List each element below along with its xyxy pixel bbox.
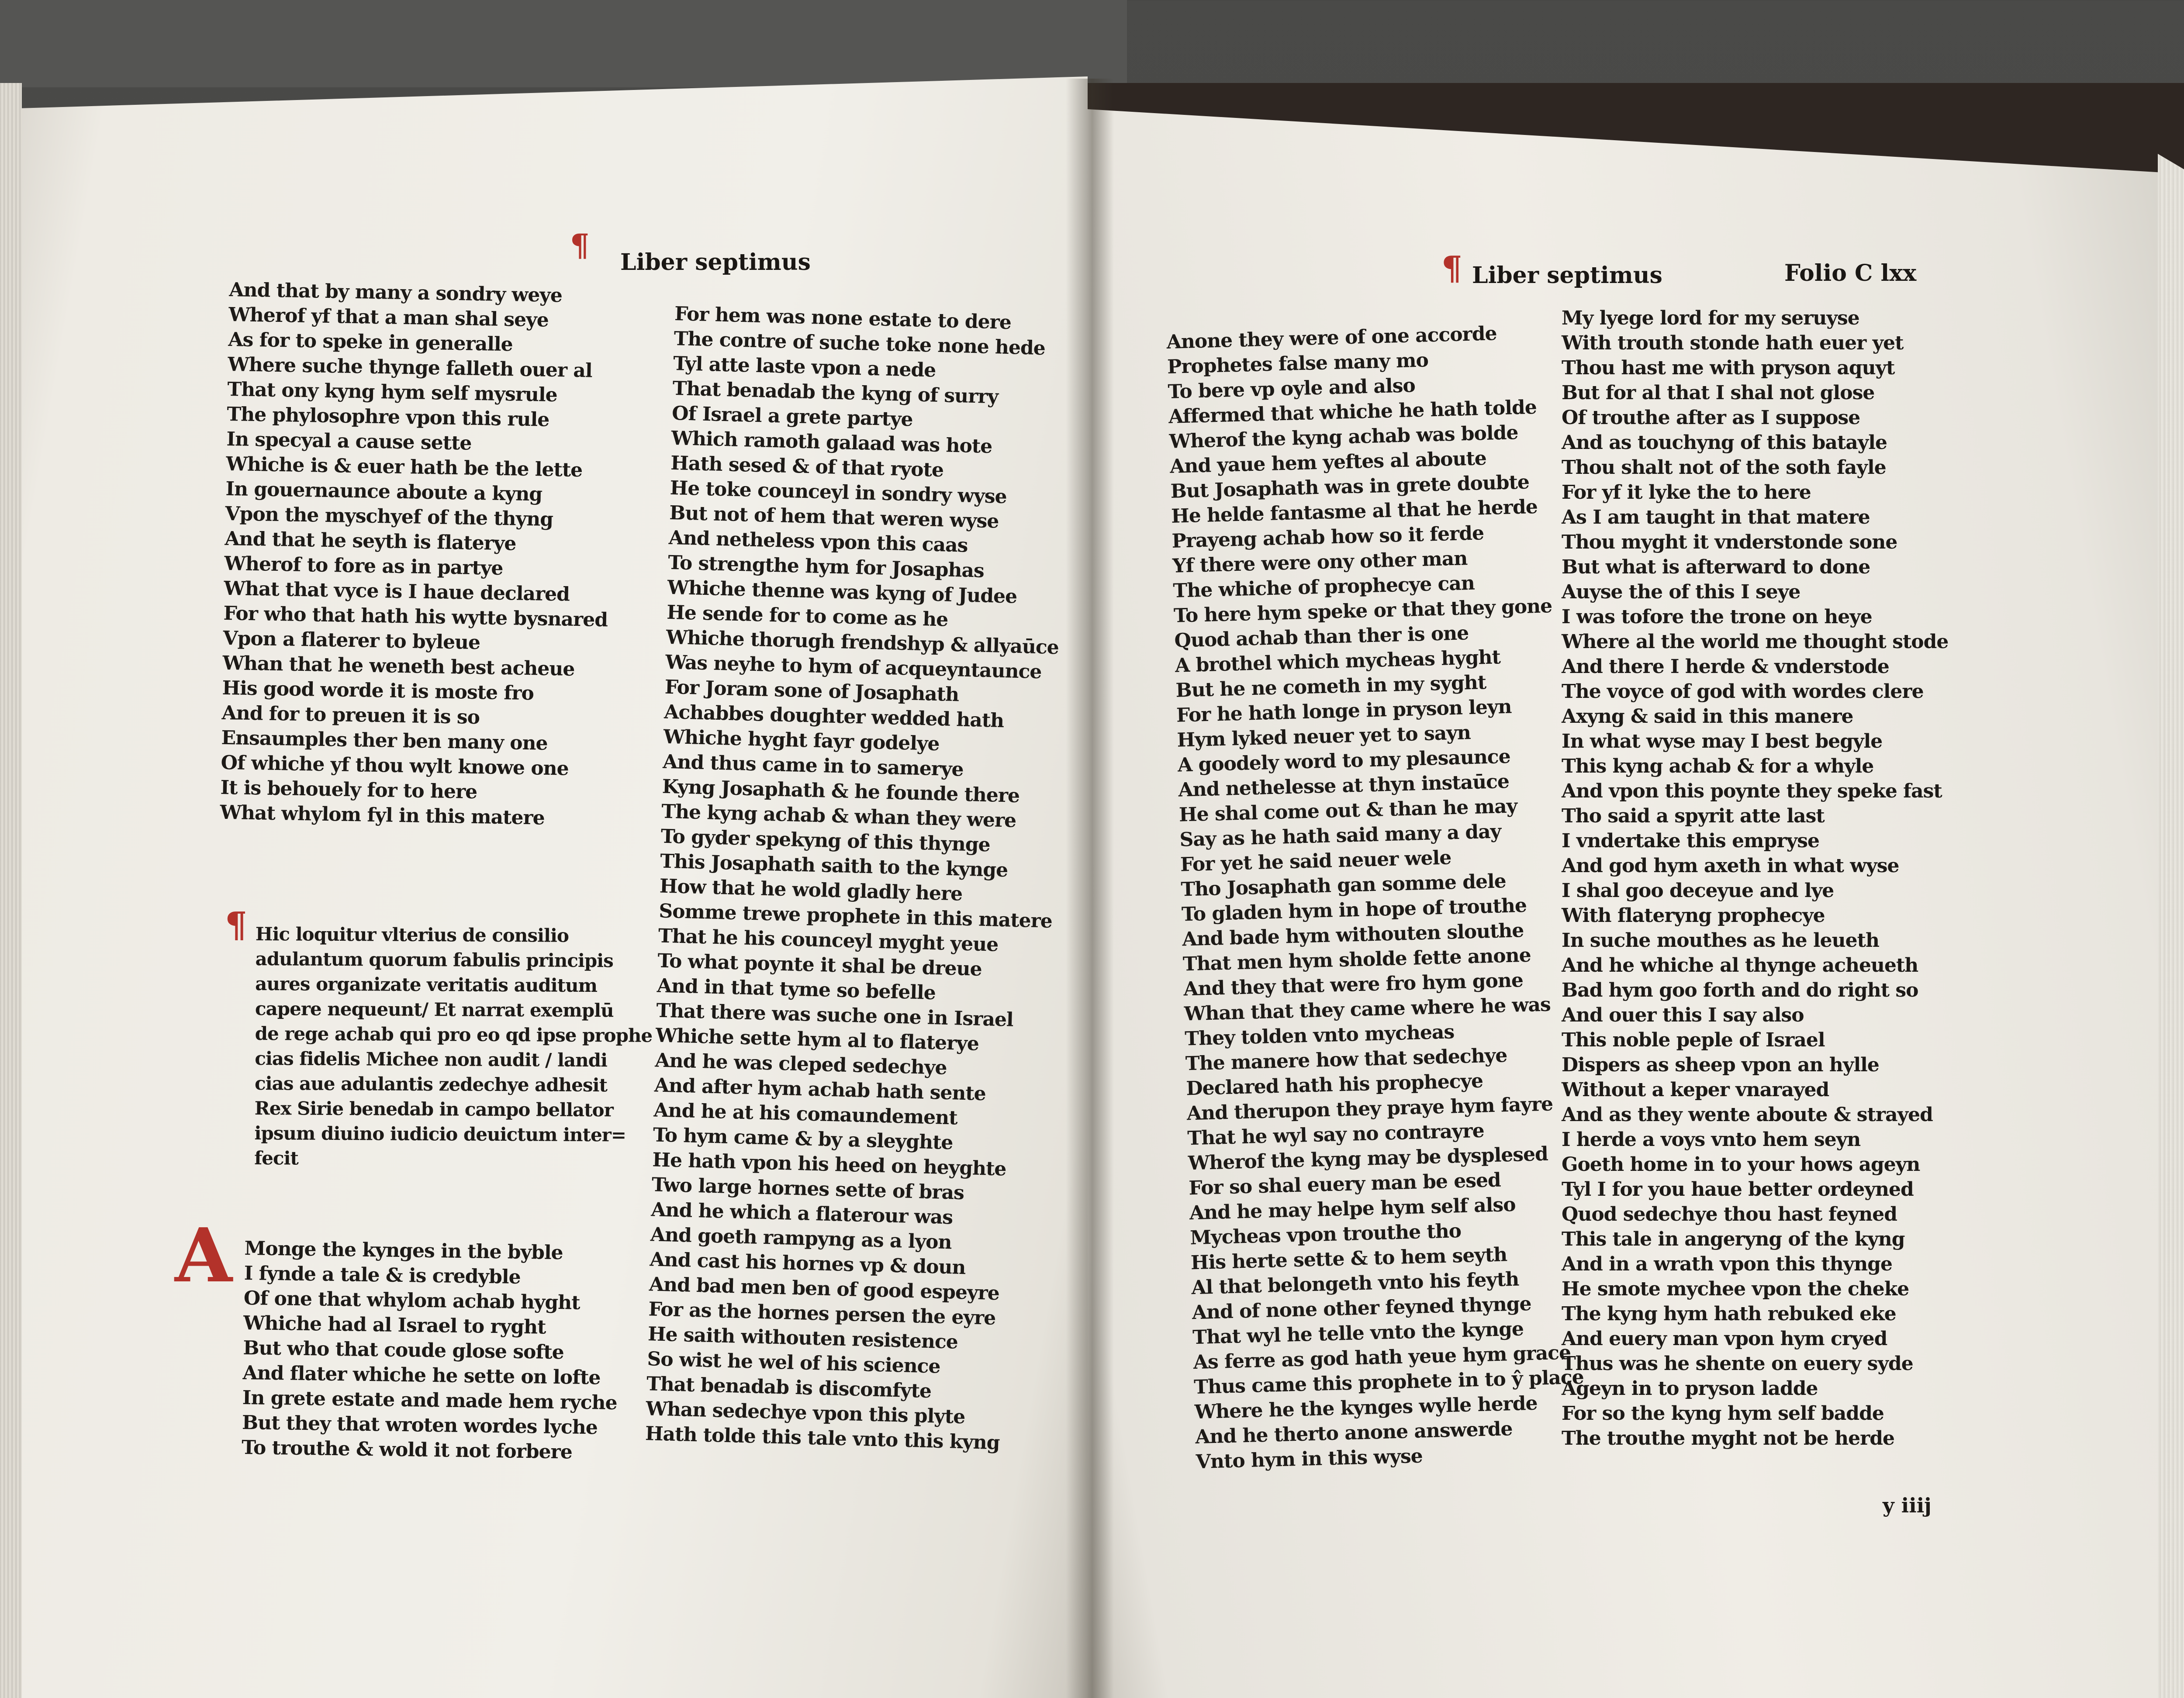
verse-line: My lyege lord for my seruyse (1562, 307, 1859, 329)
verse-line: As I am taught in that matere (1562, 506, 1870, 528)
verse-line: In suche mouthes as he leueth (1562, 929, 1879, 952)
right-running-header: Liber septimus (1472, 262, 1662, 289)
verse-line: This Josaphath saith to the kynge (660, 850, 1008, 882)
verse-line: That he wyl say no contrayre (1187, 1119, 1485, 1150)
left-page-column-2 (645, 301, 1068, 1456)
verse-line: To bere vp oyle and also (1168, 374, 1416, 403)
verse-line: Whiche sette hym al to flaterye (655, 1024, 979, 1055)
verse-line: Thus came this prophete in to ŷ place (1193, 1366, 1584, 1399)
verse-line: Hym lyked neuer yet to sayn (1176, 721, 1471, 752)
latin-pilcrow: ¶ (225, 904, 247, 945)
verse-line: Which ramoth galaad was hote (671, 427, 992, 458)
verse-line: Whiche thenne was kyng of Judee (667, 576, 1017, 608)
verse-line: Where suche thynge falleth ouer al (228, 353, 593, 382)
verse-line: And goeth rampyng as a lyon (650, 1223, 952, 1254)
verse-line: A brothel which mycheas hyght (1175, 646, 1501, 677)
verse-line: Wherof to fore as in partye (224, 552, 503, 580)
verse-line: And they that were fro hym gone (1183, 969, 1524, 1001)
verse-line: And he therto anone answerde (1195, 1418, 1513, 1449)
verse-line: The voyce of god with wordes clere (1562, 680, 1924, 703)
verse-line: Affermed that whiche he hath tolde (1168, 396, 1537, 428)
verse-line: And in a wrath vpon this thynge (1562, 1253, 1893, 1275)
verse-line: That benadab is discomfyte (646, 1373, 932, 1403)
verse-line: ipsum diuino iudicio deuictum inter= (254, 1122, 626, 1146)
verse-line: He sende for to come as he (666, 601, 948, 631)
verse-line: To hym came & by a sleyghte (653, 1124, 954, 1154)
verse-line: I herde a voys vnto hem seyn (1562, 1129, 1861, 1151)
verse-line: Whan that he weneth best acheue (222, 652, 575, 680)
verse-line: For as the hornes persen the eyre (648, 1298, 996, 1330)
verse-line: Wherof the kyng achab was bolde (1169, 421, 1518, 453)
verse-line: That benadab the kyng of surry (672, 377, 999, 408)
verse-line: Goeth home in to your hows ageyn (1562, 1153, 1920, 1176)
verse-line: As ferre as god hath yeue hym grace (1193, 1341, 1571, 1374)
verse-line: Without a keper vnarayed (1562, 1079, 1829, 1101)
verse-line: And he whiche al thynge acheueth (1562, 954, 1918, 977)
verse-line: Kyng Josaphath & he founde there (662, 775, 1020, 808)
verse-line: Achabbes doughter wedded hath (663, 701, 1004, 732)
verse-line: And bad men ben of good espeyre (649, 1273, 1000, 1305)
signature-mark: y iiij (1883, 1494, 1932, 1517)
verse-line: For he hath longe in pryson leyn (1176, 695, 1512, 727)
verse-line: And he at his comaundement (653, 1099, 958, 1129)
verse-line: I shal goo deceyue and lye (1562, 880, 1834, 902)
verse-line: He shal come out & than he may (1178, 795, 1517, 826)
verse-line: And therupon they praye hym fayre (1186, 1093, 1553, 1125)
verse-line: I was tofore the trone on heye (1562, 606, 1872, 628)
verse-line: And he may helpe hym self also (1189, 1193, 1516, 1225)
verse-line: aures organizate veritatis auditum (255, 973, 598, 997)
verse-line: His good worde it is moste fro (222, 676, 534, 705)
verse-line: In gouernaunce aboute a kyng (225, 477, 543, 506)
verse-line: Ageyn in to pryson ladde (1562, 1377, 1818, 1400)
verse-line: Al that belongeth vnto his feyth (1191, 1268, 1519, 1299)
left-running-header: Liber septimus (620, 249, 811, 276)
right-page-edges (2158, 122, 2184, 1698)
verse-line: With flateryng prophecye (1562, 904, 1825, 927)
verse-line: The kyng achab & whan they were (661, 800, 1016, 832)
verse-line: Ensaumples ther ben many one (221, 726, 548, 755)
verse-line: I fynde a tale & is credyble (244, 1262, 521, 1288)
verse-line: And as touchyng of this batayle (1562, 431, 1887, 454)
verse-line: For hem was none estate to dere (674, 302, 1012, 334)
verse-line: And in that tyme so befelle (657, 974, 936, 1004)
verse-line: Vpon the myschyef of the thyng (225, 502, 553, 531)
verse-line: That men hym sholde fette anone (1182, 944, 1531, 976)
verse-line: In what wyse may I best begyle (1562, 730, 1883, 752)
verse-line: I vndertake this empryse (1562, 830, 1819, 852)
verse-line: This noble peple of Israel (1562, 1029, 1825, 1051)
verse-line: Where he the kynges wylle herde (1194, 1392, 1538, 1424)
verse-line: But who that coude glose softe (243, 1336, 564, 1364)
verse-line: To here hym speke or that they gone (1173, 595, 1552, 627)
book-gutter (1066, 79, 1114, 1698)
folio-number: Folio C lxx (1784, 260, 1917, 286)
verse-line: The manere how that sedechye (1185, 1044, 1507, 1075)
verse-line: In specyal a cause sette (226, 428, 472, 455)
verse-line: Hath sesed & of that ryote (670, 452, 944, 482)
verse-line: And vpon this poynte they speke fast (1562, 780, 1942, 802)
verse-line: The kyng hym hath rebuked eke (1562, 1303, 1896, 1325)
verse-line: Hath tolde this tale vnto this kyng (645, 1422, 1000, 1454)
verse-line: And cast his hornes vp & doun (649, 1248, 966, 1279)
verse-line: To trouthe & wold it not forbere (241, 1436, 573, 1463)
verse-line: For so the kyng hym self badde (1562, 1402, 1884, 1425)
verse-line: Two large hornes sette of bras (651, 1173, 964, 1204)
verse-line: Declared hath his prophecye (1185, 1070, 1483, 1100)
verse-line: Whiche hyght fayr godelye (663, 725, 940, 756)
verse-line: For yet he said neuer wele (1180, 846, 1451, 876)
verse-line: And as they wente aboute & strayed (1562, 1104, 1933, 1126)
verse-line: This kyng achab & for a whyle (1562, 755, 1874, 777)
verse-line: Of Israel a grete partye (671, 402, 913, 431)
verse-line: Prophetes false many mo (1167, 349, 1429, 378)
verse-line: Yf there were ony other man (1172, 547, 1468, 577)
verse-line: He saith withouten resistence (647, 1323, 958, 1353)
verse-line: A goodely word to my plesaunce (1177, 745, 1511, 777)
verse-line: The contre of suche toke none hede (674, 327, 1046, 360)
verse-line: That ony kyng hym self mysrule (227, 378, 558, 407)
verse-line: Auyse the of this I seye (1562, 581, 1800, 603)
verse-line: Rex Sirie benedab in campo bellator (254, 1097, 613, 1121)
verse-line: Axyng & said in this manere (1562, 705, 1853, 728)
verse-line: It is behouely for to here (220, 776, 477, 804)
right-page-column-1 (1166, 320, 1586, 1474)
verse-line: But what is afterward to done (1562, 556, 1870, 578)
verse-line: Mycheas vpon trouthe tho (1189, 1220, 1462, 1249)
verse-line: The phylosophre vpon this rule (227, 403, 549, 431)
verse-line: And that he seyth is flaterye (225, 527, 516, 555)
verse-line: Hic loquitur vlterius de consilio (255, 923, 569, 946)
verse-line: Whiche had al Israel to ryght (243, 1311, 546, 1339)
red-initial-letter: A (175, 1212, 232, 1299)
verse-line: To strengthe hym for Josaphas (667, 551, 985, 582)
verse-line: And flater whiche he sette on lofte (242, 1361, 601, 1389)
verse-line: Somme trewe prophete in this matere (658, 900, 1053, 933)
verse-line: He toke counceyl in sondry wyse (670, 476, 1007, 508)
verse-line: And after hym achab hath sente (654, 1074, 986, 1105)
verse-line: The whiche of prophecye can (1172, 572, 1475, 602)
verse-line: But not of hem that weren wyse (669, 501, 999, 533)
verse-line: Prayeng achab how so it ferde (1171, 522, 1484, 552)
verse-line: Wherof yf that a man shal seye (228, 303, 549, 331)
verse-line: Wherof the kyng may be dysplesed (1188, 1142, 1548, 1175)
verse-line: Whan sedechye vpon this plyte (645, 1398, 965, 1429)
verse-line: And of none other feyned thynge (1192, 1292, 1532, 1324)
verse-line: Of one that whylom achab hyght (243, 1287, 580, 1314)
verse-line: For who that hath his wytte bysnared (223, 602, 608, 632)
verse-line: But they that wroten wordes lyche (242, 1411, 598, 1439)
verse-line: For yf it lyke the to here (1562, 481, 1811, 504)
verse-line: Of trouthe after as I suppose (1562, 407, 1860, 429)
verse-line: This tale in angeryng of the kyng (1562, 1228, 1905, 1250)
verse-line: Vnto hym in this wyse (1196, 1445, 1423, 1474)
verse-line: They tolden vnto mycheas (1184, 1021, 1455, 1050)
verse-line: His herte sette & to hem seyth (1190, 1243, 1507, 1274)
verse-line: But for al that I shal not glose (1562, 382, 1875, 404)
verse-line: Was neyhe to hym of acqueyntaunce (665, 651, 1042, 683)
verse-line: Say as he hath said many a day (1179, 820, 1501, 851)
verse-line: As for to speke in generalle (228, 328, 513, 356)
verse-line: That there was suche one in Israel (656, 999, 1014, 1031)
verse-line: Where al the world me thought stode (1562, 631, 1949, 653)
verse-line: Anone they were of one accorde (1166, 322, 1497, 353)
verse-line: For so shal euery man be esed (1188, 1169, 1501, 1200)
verse-line: Quod sedechye thou hast feyned (1562, 1203, 1897, 1225)
verse-line: To what poynte it shal be dreue (657, 949, 982, 980)
verse-line: To gladen hym in hope of trouthe (1181, 894, 1527, 926)
verse-line: Thou myght it vnderstonde sone (1562, 531, 1897, 553)
verse-line: Whiche thorugh frendshyp & allyaūce (666, 626, 1059, 659)
left-header-pilcrow: ¶ (570, 227, 590, 263)
verse-line: And he was cleped sedechye (654, 1049, 947, 1079)
verse-line: For Joram sone of Josaphath (664, 676, 959, 706)
verse-line: Thus was he shente on euery syde (1562, 1353, 1913, 1375)
verse-line: And yaue hem yeftes al aboute (1169, 447, 1487, 478)
latin-gloss (254, 921, 653, 1173)
left-page-column-1b (242, 1236, 619, 1465)
verse-line: capere nequeunt/ Et narrat exemplū (255, 997, 614, 1022)
verse-line: Whan that they came where he was (1184, 993, 1551, 1025)
verse-line: Quod achab than ther is one (1174, 622, 1469, 652)
verse-line: Tyl I for you haue better ordeyned (1562, 1178, 1914, 1201)
verse-line: And thus came in to samerye (662, 750, 964, 781)
left-page-edges (0, 83, 22, 1698)
verse-line: With trouth stonde hath euer yet (1562, 332, 1904, 354)
verse-line: What whylom fyl in this matere (220, 801, 545, 829)
verse-line: Tyl atte laste vpon a nede (673, 352, 936, 382)
left-page-column-1 (220, 277, 613, 832)
verse-line: And there I herde & vnderstode (1562, 656, 1889, 678)
verse-line: Dispers as sheep vpon an hylle (1562, 1054, 1879, 1076)
verse-line: And euery man vpon hym cryed (1562, 1328, 1887, 1350)
verse-line: cias fidelis Michee non audit / landi (255, 1047, 608, 1071)
verse-line: And he which a flaterour was (650, 1198, 953, 1229)
right-header-pilcrow: ¶ (1441, 249, 1462, 287)
verse-line: He helde fantasme al that he herde (1171, 495, 1538, 528)
verse-line: Vpon a flaterer to byleue (223, 627, 480, 654)
verse-line: But he ne cometh in my syght (1175, 671, 1486, 702)
verse-line: And ouer this I say also (1562, 1004, 1804, 1026)
verse-line: Whiche is & euer hath be the lette (226, 452, 583, 482)
verse-line: Thou hast me with pryson aquyt (1562, 357, 1895, 379)
verse-line: And netheless vpon this caas (668, 526, 968, 557)
verse-line: He smote mychee vpon the cheke (1562, 1278, 1909, 1300)
verse-line: And bade hym withouten slouthe (1182, 919, 1524, 951)
verse-line: But Josaphath was in grete doubte (1170, 471, 1530, 503)
verse-line: So wist he wel of his science (646, 1348, 941, 1378)
verse-line: cias aue adulantis zedechye adhesit (254, 1072, 608, 1096)
verse-line: Monge the kynges in the byble (244, 1237, 563, 1264)
verse-line: That he his counceyl myght yeue (658, 925, 999, 956)
verse-line: adulantum quorum fabulis principis (255, 948, 613, 972)
verse-line: To gyder spekyng of this thynge (660, 825, 991, 856)
verse-line: Bad hym goo forth and do right so (1562, 979, 1918, 1001)
verse-line: fecit (254, 1147, 299, 1169)
verse-line: And for to preuen it is so (221, 701, 480, 729)
verse-line: How that he wold gladly here (659, 875, 963, 905)
verse-line: Tho said a spyrit atte last (1562, 805, 1825, 827)
verse-line: And god hym axeth in what wyse (1562, 855, 1899, 877)
verse-line: de rege achab qui pro eo qd ipse prophe (255, 1022, 653, 1046)
verse-line: Tho Josaphath gan somme dele (1180, 870, 1507, 901)
verse-line: Thou shalt not of the soth fayle (1562, 456, 1886, 479)
verse-line: In grete estate and made hem ryche (242, 1386, 617, 1414)
verse-line: What that vyce is I haue declared (224, 577, 570, 606)
verse-line: And that by many a sondry weye (229, 278, 563, 307)
verse-line: He hath vpon his heed on heyghte (652, 1149, 1007, 1180)
right-page-column-2 (1562, 306, 1948, 1451)
verse-line: The trouthe myght not be herde (1562, 1427, 1895, 1450)
verse-line: That wyl he telle vnto the kynge (1192, 1318, 1524, 1349)
verse-line: And nethelesse at thyn instaūce (1178, 770, 1510, 801)
verse-line: Of whiche yf thou wylt knowe one (221, 751, 569, 780)
